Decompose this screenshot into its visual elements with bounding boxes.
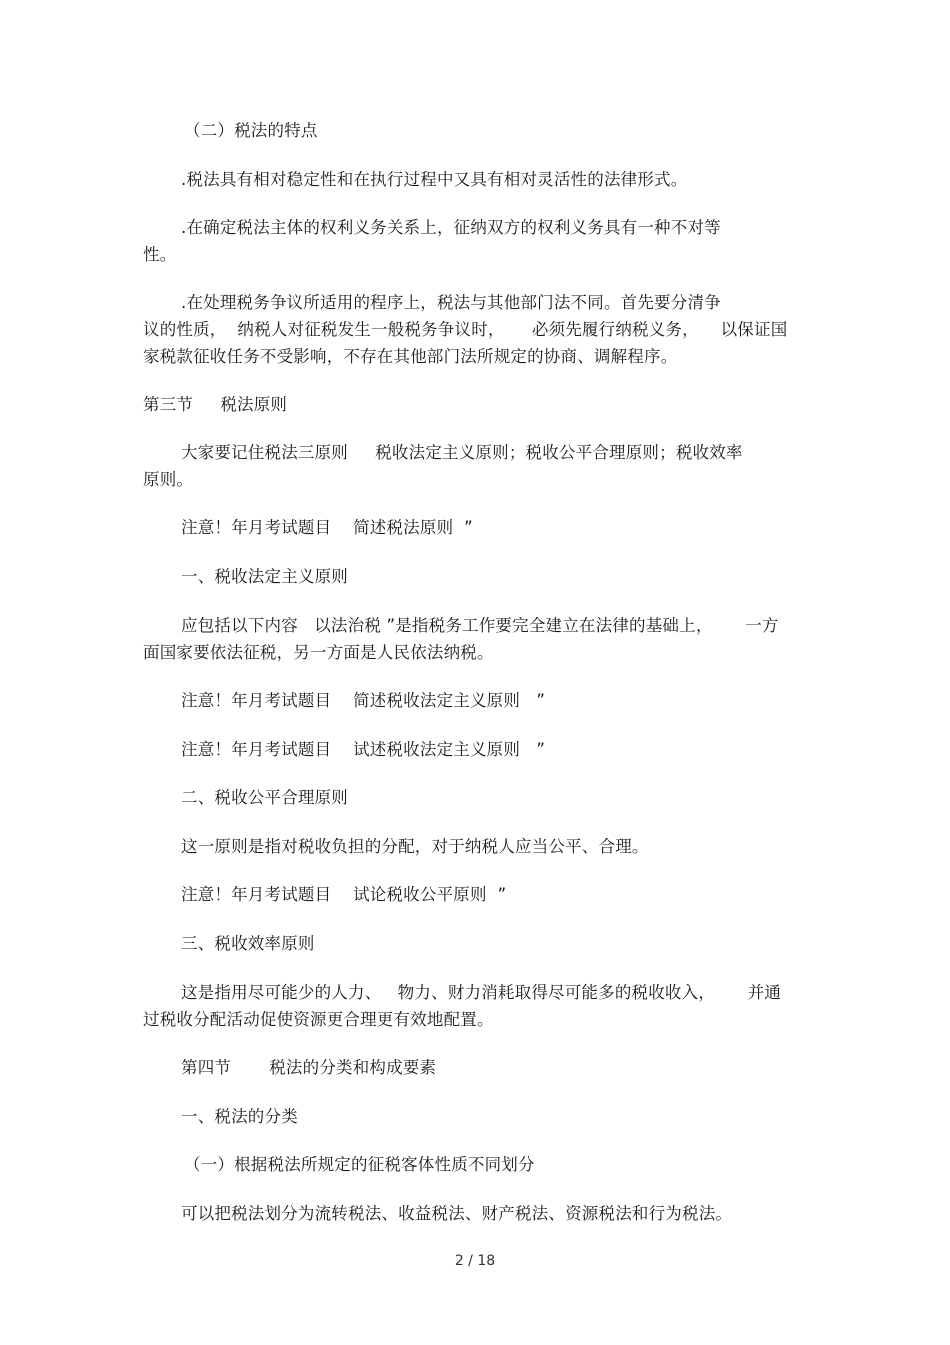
paragraph-line: 可以把税法划分为流转税法、收益税法、财产税法、资源税法和行为税法。 xyxy=(181,1204,733,1223)
principle-heading: 一、税收法定主义原则 xyxy=(181,567,348,586)
paragraph-line: .在确定税法主体的权利义务关系上，征纳双方的权利义务具有一种不对等 xyxy=(181,218,721,237)
paragraph-line: 大家要记住税法三原则 税收法定主义原则；税收公平合理原则；税收效率 xyxy=(181,443,743,462)
paragraph-line: 家税款征收任务不受影响，不存在其他部门法所规定的协商、调解程序。 xyxy=(143,347,678,366)
principle-heading: 三、税收效率原则 xyxy=(181,934,315,953)
page-indicator: 2 / 18 xyxy=(454,1253,496,1269)
paragraph-line: 面国家要依法征税，另一方面是人民依法纳税。 xyxy=(143,643,494,662)
exam-note: 注意！年月考试题目 试论税收公平原则 ” xyxy=(181,885,507,904)
paragraph-line: 原则。 xyxy=(143,470,194,489)
principle-heading: 二、税收公平合理原则 xyxy=(181,788,348,807)
paragraph-line: 议的性质， 纳税人对征税发生一般税务争议时， 必须先履行纳税义务， 以保证国 xyxy=(143,320,788,339)
section-heading: 第三节 税法原则 xyxy=(143,395,288,414)
paragraph-line: 这一原则是指对税收负担的分配，对于纳税人应当公平、合理。 xyxy=(181,837,649,856)
paragraph-line: .税法具有相对稳定性和在执行过程中又具有相对灵活性的法律形式。 xyxy=(181,170,688,189)
section-heading: 第四节 税法的分类和构成要素 xyxy=(181,1058,437,1077)
exam-note: 注意！年月考试题目 简述税法原则 ” xyxy=(181,518,473,537)
exam-note: 注意！年月考试题目 简述税收法定主义原则 ” xyxy=(181,691,546,710)
paragraph-line: 性。 xyxy=(143,245,177,264)
paragraph-line: 应包括以下内容 以法治税 ”是指税务工作要完全建立在法律的基础上， 一方 xyxy=(181,616,779,635)
paragraph-line: 这是指用尽可能少的人力、 物力、财力消耗取得尽可能多的税收收入， 并通 xyxy=(181,983,782,1002)
subsection-heading: 一、税法的分类 xyxy=(181,1107,298,1126)
exam-note: 注意！年月考试题目 试述税收法定主义原则 ” xyxy=(181,740,546,759)
subsection-heading: （二）税法的特点 xyxy=(184,121,318,140)
paragraph-line: 过税收分配活动促使资源更合理更有效地配置。 xyxy=(143,1010,494,1029)
paragraph-line: .在处理税务争议所适用的程序上，税法与其他部门法不同。首先要分清争 xyxy=(181,293,721,312)
subsection-heading: （一）根据税法所规定的征税客体性质不同划分 xyxy=(184,1155,535,1174)
